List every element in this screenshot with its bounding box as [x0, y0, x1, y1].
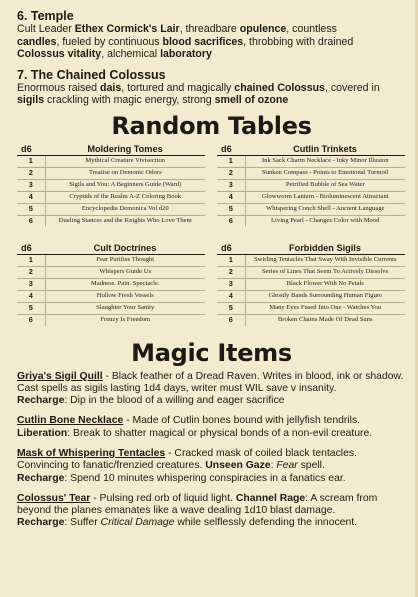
- recharge-label: Recharge: [17, 395, 65, 407]
- entry: Slaughter Your Sanity: [45, 302, 205, 314]
- entry: Sigils and You: A Beginners Guide (Ward): [45, 179, 205, 191]
- item-sigil-quill: [17, 371, 406, 408]
- entry: Whispering Conch Shell - Ancient Language: [245, 203, 405, 215]
- roll: 6: [217, 215, 245, 227]
- table-row: [217, 302, 405, 314]
- entry: Many Eyes Fused Into One - Watches You: [245, 302, 405, 314]
- roll: 3: [217, 179, 245, 191]
- table-title: Cutlin Trinkets: [245, 144, 405, 156]
- entry: Black Flower With No Petals: [245, 278, 405, 290]
- roll: 3: [17, 179, 45, 191]
- recharge-text: : Suffer: [64, 517, 101, 529]
- table-title: Forbidden Sigils: [245, 243, 405, 255]
- keyword: candles: [17, 35, 57, 48]
- item-name: Griya's Sigil Quill: [17, 370, 103, 382]
- ability-label: Liberation: [17, 427, 68, 439]
- text: , throbbing with drained: [243, 35, 354, 48]
- keyword: dais: [100, 81, 122, 94]
- roll: 1: [17, 155, 45, 167]
- random-tables-title: Random Tables: [111, 111, 312, 140]
- table-row: [217, 179, 405, 191]
- keyword: Colossus vitality: [17, 48, 102, 60]
- item-colossus-tear: [17, 493, 406, 530]
- roll: 5: [217, 302, 245, 314]
- roll: 2: [17, 266, 45, 278]
- table-title: Moldering Tomes: [45, 144, 205, 156]
- text: Enormous raised: [17, 81, 101, 94]
- magic-items-title: Magic Items: [131, 338, 292, 367]
- table-row: [217, 278, 405, 290]
- item-name: Cutlin Bone Necklace: [17, 415, 124, 427]
- die-header: d6: [17, 144, 45, 156]
- keyword: sigils: [17, 94, 45, 106]
- entry: Whispers Guide Us: [45, 266, 205, 278]
- keyword: chained Colossus: [234, 81, 325, 94]
- text: , fueled by continuous: [56, 35, 163, 48]
- roll: 4: [217, 290, 245, 302]
- item-name: Mask of Whispering Tentacles: [17, 447, 166, 459]
- ability-spell: Fear: [276, 460, 298, 472]
- roll: 5: [17, 302, 45, 314]
- table-row: [217, 155, 405, 167]
- temple-description: [17, 23, 406, 61]
- roll: 3: [17, 278, 45, 290]
- roll: 2: [217, 167, 245, 179]
- entry: Treatise on Demonic Odors: [45, 167, 205, 179]
- entry: Frenzy Is Freedom: [100, 315, 151, 323]
- ability-text: :: [270, 460, 277, 472]
- table-row: [17, 155, 205, 167]
- roll: 1: [217, 155, 245, 167]
- ability-text: spell.: [297, 460, 325, 472]
- item-bone-necklace: [17, 415, 406, 440]
- entry: Mythical Creature Vivisection: [45, 155, 205, 167]
- roll: 1: [217, 254, 245, 266]
- item-whispering-mask: [17, 448, 406, 485]
- entry: Swirling Tentacles That Sway With Invisible Currents: [245, 254, 405, 266]
- text: , covered in: [324, 81, 380, 94]
- recharge-label: Recharge: [17, 517, 65, 529]
- roll: 5: [217, 203, 245, 215]
- roll: 2: [217, 266, 245, 278]
- entry: Hollow Fresh Vessels: [45, 290, 205, 302]
- table-row: [217, 191, 405, 203]
- recharge-condition: Critical Damage: [100, 517, 175, 529]
- table-row: [217, 266, 405, 278]
- item-description: - Cracked mask of coiled black tentacles. Convincing to fanatic/frenzied creatures.: [17, 447, 357, 472]
- roll: 4: [17, 290, 45, 302]
- table-row: [17, 167, 205, 179]
- roll: 5: [17, 203, 45, 215]
- table-row: [17, 179, 205, 191]
- recharge-label: Recharge: [17, 472, 65, 484]
- ability-label: Unseen Gaze: [205, 460, 271, 472]
- table-forbidden-sigils: [217, 243, 405, 326]
- item-description: - Black feather of a Dread Raven. Writes in blood, ink or shadow. Cast spells as sigils lasting 1d4 days, writer must WIL save v insanity.: [17, 370, 404, 394]
- table-row: [217, 167, 405, 179]
- table-title: Cult Doctrines: [45, 243, 205, 255]
- temple-heading: 6. Temple: [17, 9, 74, 23]
- table-row: [217, 314, 405, 326]
- ability-text: : Break to shatter magical or physical bonds of a non-evil creature.: [67, 427, 373, 439]
- text: , alchemical: [101, 48, 161, 60]
- table-row: [17, 203, 205, 215]
- entry: Fear Purifies Thought: [45, 254, 205, 266]
- entry: Living Pearl - Changes Color with Mood: [271, 216, 380, 224]
- roll: 2: [17, 167, 45, 179]
- entry: Madness. Pain. Spectacle.: [45, 278, 205, 290]
- roll: 3: [217, 278, 245, 290]
- roll: 6: [17, 215, 45, 227]
- die-header: d6: [17, 243, 45, 255]
- text: Cult Leader: [17, 23, 75, 35]
- entry: Dueling Stances and the Knights Who Love Them: [58, 216, 192, 224]
- text: , tortured and magically: [121, 81, 235, 94]
- roll: 1: [17, 254, 45, 266]
- entry: Cryptids of the Realm A-Z Coloring Book: [45, 191, 205, 203]
- ability-text: : A scream from beyond the planes emanates like a wave dealing 1d10 blast damage.: [17, 492, 378, 517]
- table-row: [217, 254, 405, 266]
- item-name: Colossus' Tear: [17, 492, 91, 504]
- entry: Encyclopedia Demonica Vol d20: [45, 203, 205, 215]
- die-header: d6: [217, 144, 245, 156]
- recharge-text: : Spend 10 minutes whispering conspiracies in a fanatics ear.: [64, 472, 346, 484]
- entry: Glowworm Lantern - Bioluminescent Attractant: [245, 191, 405, 203]
- text: , threadbare: [179, 23, 240, 35]
- roll: 4: [217, 191, 245, 203]
- tables-row-bottom: [17, 243, 405, 326]
- entry: Ink Sack Charm Necklace - Inky Minor Illusion: [245, 155, 405, 167]
- entry: Broken Chains Made Of Dead Suns: [277, 315, 373, 323]
- table-moldering-tomes: [17, 144, 205, 227]
- keyword: laboratory: [160, 48, 212, 60]
- table-row: [17, 314, 205, 326]
- roll: 6: [217, 314, 245, 326]
- recharge-text: : Dip in the blood of a willing and eager sacrifice: [64, 395, 285, 407]
- colossus-description: [17, 82, 406, 107]
- table-row: [17, 191, 205, 203]
- tables-row-top: [17, 144, 405, 227]
- colossus-heading: 7. The Chained Colossus: [17, 67, 166, 82]
- die-header: d6: [217, 243, 245, 255]
- table-row: [217, 203, 405, 215]
- leader-name: Ethex Cormick's Lair: [74, 23, 180, 35]
- keyword: opulence: [239, 23, 287, 35]
- table-cutlin-trinkets: [217, 144, 405, 227]
- table-row: [217, 215, 405, 227]
- table-row: [17, 266, 205, 278]
- keyword: smell of ozone: [214, 94, 289, 106]
- roll: 6: [17, 314, 45, 326]
- table-row: [17, 254, 205, 266]
- text: crackling with magic energy, strong: [44, 94, 215, 106]
- keyword: blood sacrifices: [162, 35, 244, 48]
- table-row: [17, 278, 205, 290]
- entry: Petrified Bubble of Sea Water: [245, 179, 405, 191]
- item-description: - Pulsing red orb of liquid light.: [90, 492, 236, 504]
- table-row: [17, 215, 205, 227]
- text: , countless: [286, 23, 337, 35]
- roll: 4: [17, 191, 45, 203]
- entry: Series of Lines That Seem To Actively Dissolve: [245, 266, 405, 278]
- entry: Ghostly Bands Surrounding Human Figure: [245, 290, 405, 302]
- entry: Sunken Compass - Points to Emotional Turmoil: [245, 167, 405, 179]
- table-cult-doctrines: [17, 243, 205, 326]
- table-row: [17, 302, 205, 314]
- item-description: - Made of Cutlin bones bound with jellyfish tendrils.: [123, 415, 361, 427]
- recharge-text: while selflessly defending the innocent.: [174, 517, 358, 529]
- table-row: [217, 290, 405, 302]
- table-row: [17, 290, 205, 302]
- ability-label: Channel Rage: [235, 492, 306, 504]
